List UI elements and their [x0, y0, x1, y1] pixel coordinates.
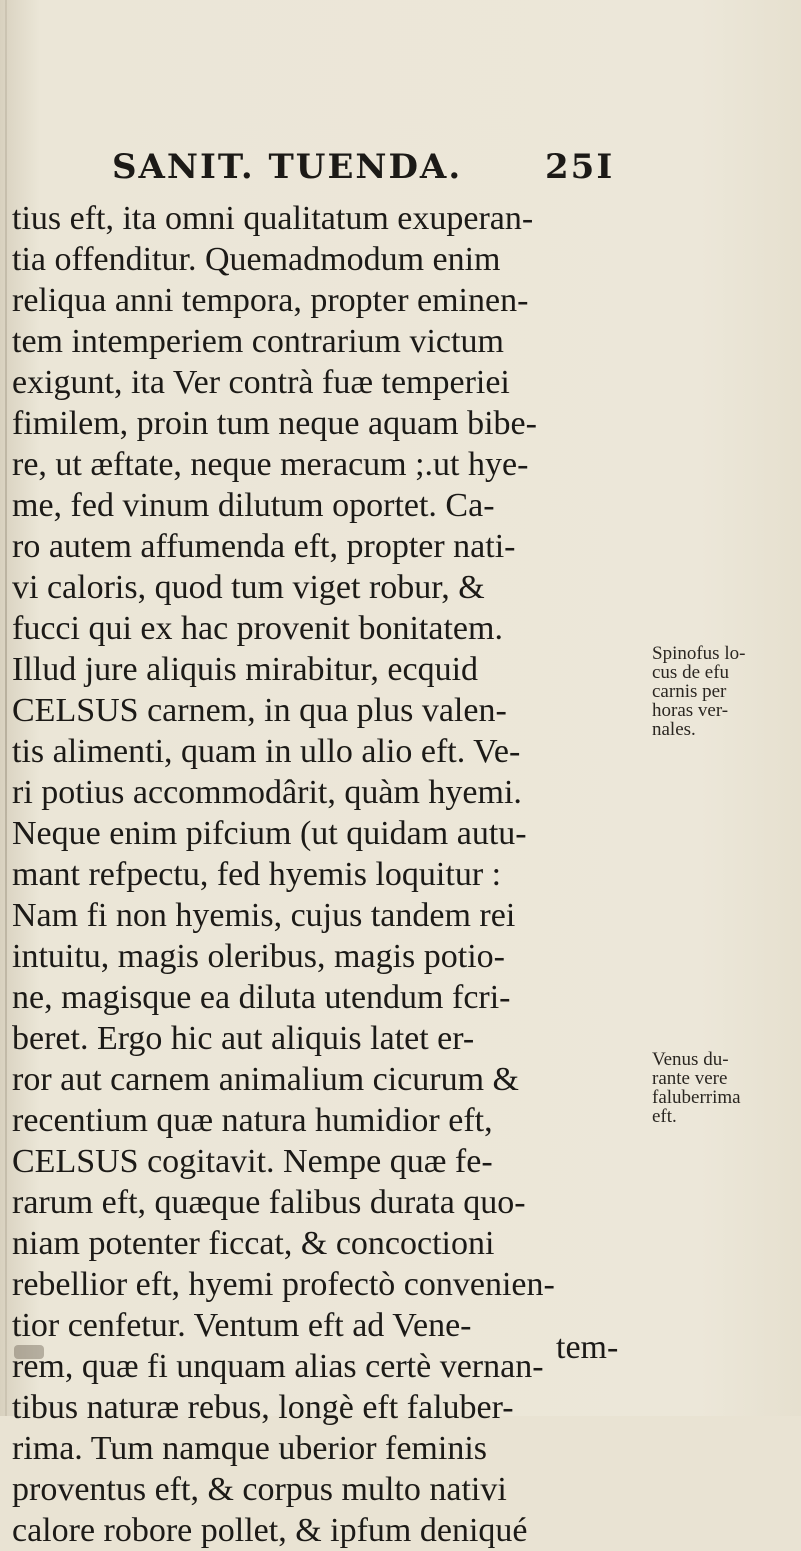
- marginal-line: Spinofus lo-: [652, 643, 746, 664]
- marginal-line: rante vere: [652, 1068, 728, 1089]
- marginal-note-venus: [652, 1050, 797, 1126]
- text-line: intuitu, magis oleribus, magis potio-: [12, 938, 505, 975]
- page-number: 25I: [545, 147, 615, 187]
- text-line: ri potius accommodârit, quàm hyemi.: [12, 774, 522, 811]
- marginal-line: horas ver-: [652, 700, 729, 721]
- text-line: mant refpectu, fed hyemis loquitur :: [12, 856, 502, 893]
- text-line: calore robore pollet, & ipfum deniqué: [12, 1512, 528, 1549]
- text-line: Nam fi non hyemis, cujus tandem rei: [12, 897, 516, 934]
- text-line: exigunt, ita Ver contrà fuæ temperiei: [12, 364, 510, 401]
- marginal-line: eft.: [652, 1106, 677, 1127]
- text-line: tius eft, ita omni qualitatum exuperan-: [12, 200, 534, 237]
- text-line: ne, magisque ea diluta utendum fcri-: [12, 979, 511, 1016]
- text-line: me, fed vinum dilutum oportet. Ca-: [12, 487, 495, 524]
- text-line: CELSUS cogitavit. Nempe quæ fe-: [12, 1143, 493, 1180]
- marginal-line: nales.: [652, 719, 696, 740]
- marginal-line: faluberrima: [652, 1087, 741, 1108]
- marginal-line: carnis per: [652, 681, 727, 702]
- text-line: fucci qui ex hac provenit bonitatem.: [12, 610, 503, 647]
- text-line: recentium quæ natura humidior eft,: [12, 1102, 493, 1139]
- text-line: beret. Ergo hic aut aliquis latet er-: [12, 1020, 475, 1057]
- marginal-line: cus de efu: [652, 662, 730, 683]
- marginal-line: Venus du-: [652, 1049, 729, 1070]
- text-line: rem, quæ fi unquam alias certè vernan-: [12, 1348, 544, 1385]
- text-line: rebellior eft, hyemi profectò convenien-: [12, 1266, 555, 1303]
- gutter-shadow: [5, 0, 7, 1416]
- running-head-title: SANIT. TUENDA.: [112, 147, 463, 187]
- text-line: proventus eft, & corpus multo nativi: [12, 1471, 507, 1508]
- text-line: fimilem, proin tum neque aquam bibe-: [12, 405, 537, 442]
- text-line: ro autem affumenda eft, propter nati-: [12, 528, 516, 565]
- text-line: rarum eft, quæque falibus durata quo-: [12, 1184, 526, 1221]
- text-line: Neque enim pifcium (ut quidam autu-: [12, 815, 527, 852]
- text-line: tior cenfetur. Ventum eft ad Vene-: [12, 1307, 472, 1344]
- running-head: [112, 147, 615, 187]
- text-line: ror aut carnem animalium cicurum &: [12, 1061, 519, 1098]
- text-line: vi caloris, quod tum viget robur, &: [12, 569, 485, 606]
- text-line: niam potenter ficcat, & concoctioni: [12, 1225, 495, 1262]
- text-line: tis alimenti, quam in ullo alio eft. Ve-: [12, 733, 521, 770]
- catchword: tem-: [556, 1329, 619, 1366]
- text-line: tia offenditur. Quemadmodum enim: [12, 241, 501, 278]
- text-line: reliqua anni tempora, propter eminen-: [12, 282, 529, 319]
- text-line: rima. Tum namque uberior feminis: [12, 1430, 488, 1467]
- text-line: re, ut æftate, neque meracum ;.ut hye-: [12, 446, 529, 483]
- text-line: tibus naturæ rebus, longè eft faluber-: [12, 1389, 514, 1426]
- text-line: Illud jure aliquis mirabitur, ecquid: [12, 651, 479, 688]
- ink-smudge: [14, 1345, 44, 1359]
- body-text: [12, 198, 642, 1551]
- marginal-note-spinofus: [652, 644, 797, 739]
- text-line: CELSUS carnem, in qua plus valen-: [12, 692, 507, 729]
- text-line: tem intemperiem contrarium victum: [12, 323, 504, 360]
